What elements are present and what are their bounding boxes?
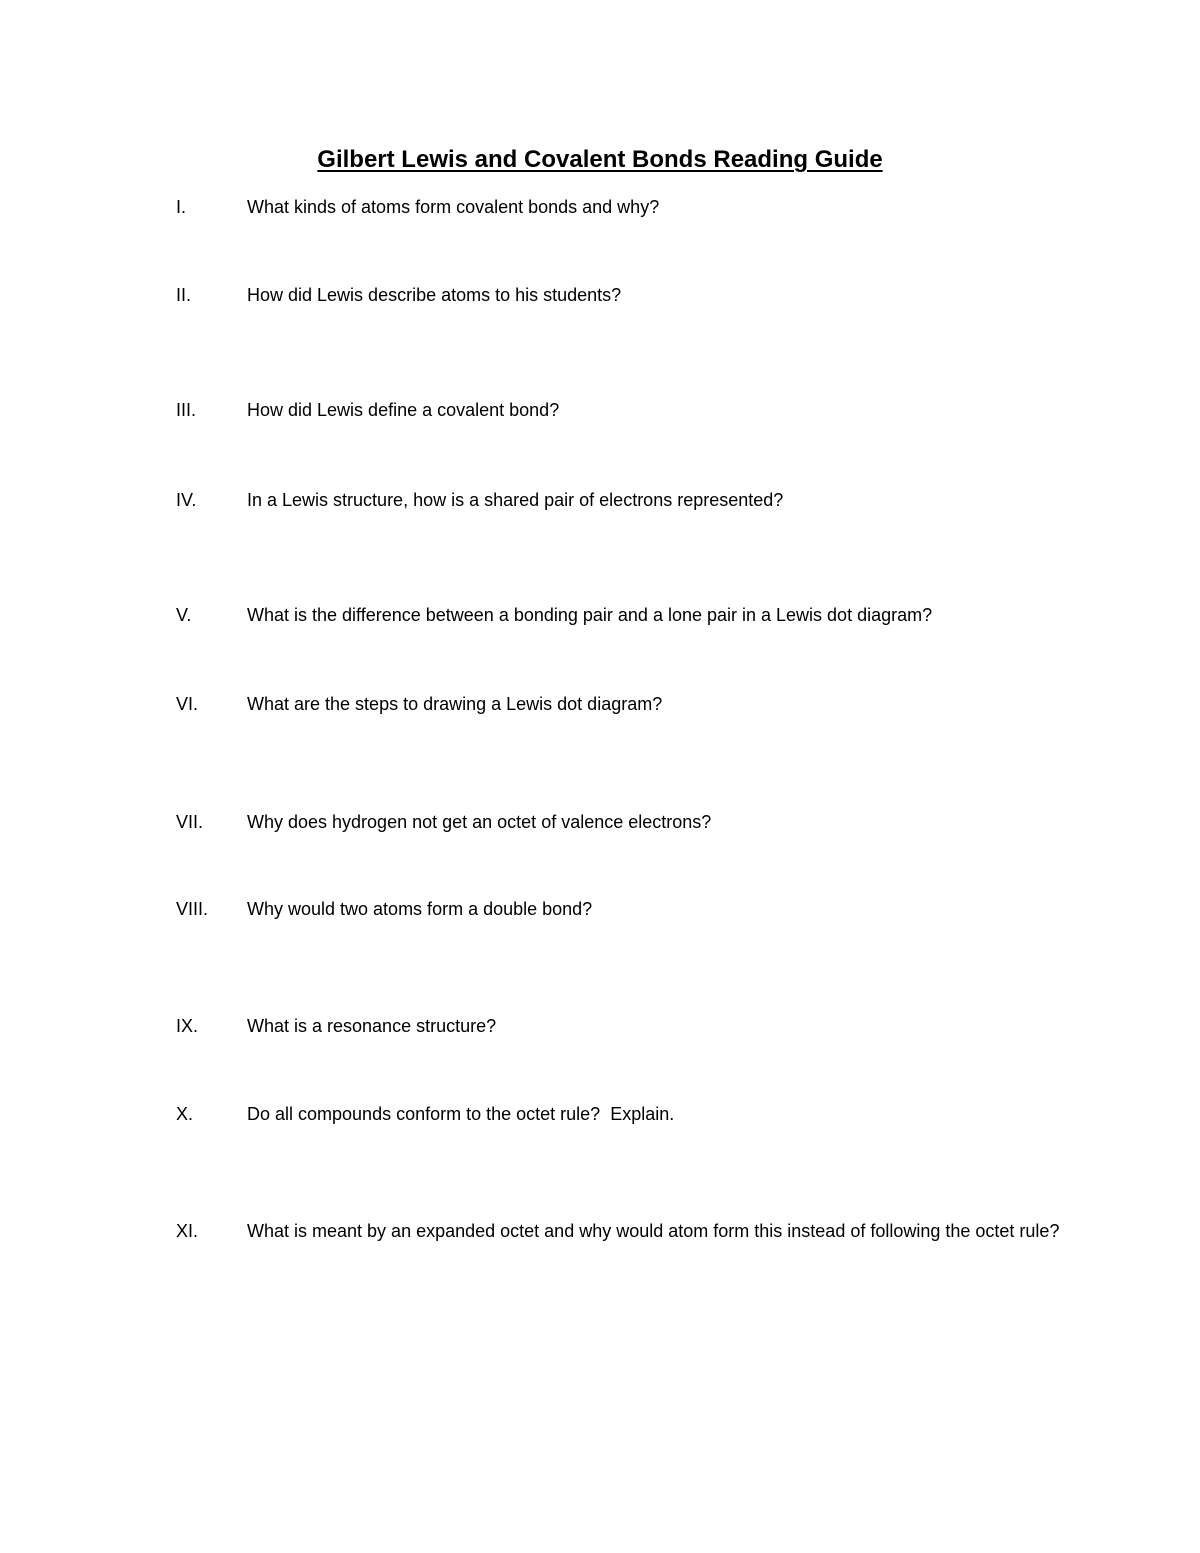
question-numeral: XI. [176, 1221, 199, 1241]
question-item [176, 895, 1076, 924]
question-text: In a Lewis structure, how is a shared pair of electrons represented? [247, 490, 784, 510]
question-item [176, 281, 1076, 310]
question-text: Why would two atoms form a double bond? [247, 899, 593, 919]
question-numeral: II. [176, 285, 192, 305]
question-numeral: VI. [176, 694, 199, 714]
question-item [176, 1217, 1076, 1246]
page-title: Gilbert Lewis and Covalent Bonds Reading Guide [317, 146, 883, 173]
question-item [176, 808, 1076, 837]
question-numeral: VIII. [176, 899, 209, 919]
question-numeral: IV. [176, 490, 197, 510]
question-text: How did Lewis describe atoms to his students? [247, 285, 622, 305]
question-text: What are the steps to drawing a Lewis dot diagram? [247, 694, 663, 714]
question-item [176, 1100, 1076, 1129]
question-text: What kinds of atoms form covalent bonds and why? [247, 197, 660, 217]
question-numeral: X. [176, 1104, 194, 1124]
question-numeral: VII. [176, 812, 204, 832]
question-numeral: V. [176, 605, 192, 625]
question-item [176, 486, 1076, 515]
question-item [176, 690, 1076, 719]
question-item [176, 193, 1076, 222]
question-text: What is a resonance structure? [247, 1016, 497, 1036]
question-item [176, 601, 1076, 630]
question-text: Do all compounds conform to the octet rule? Explain. [247, 1104, 675, 1124]
question-numeral: I. [176, 197, 187, 217]
question-item [176, 396, 1076, 425]
question-text: Why does hydrogen not get an octet of valence electrons? [247, 812, 712, 832]
question-text: What is meant by an expanded octet and why would atom form this instead of following the octet rule? [247, 1221, 1060, 1241]
question-numeral: IX. [176, 1016, 199, 1036]
question-text: How did Lewis define a covalent bond? [247, 400, 560, 420]
question-numeral: III. [176, 400, 197, 420]
question-item [176, 1012, 1076, 1041]
question-text: What is the difference between a bonding pair and a lone pair in a Lewis dot diagram? [247, 605, 933, 625]
